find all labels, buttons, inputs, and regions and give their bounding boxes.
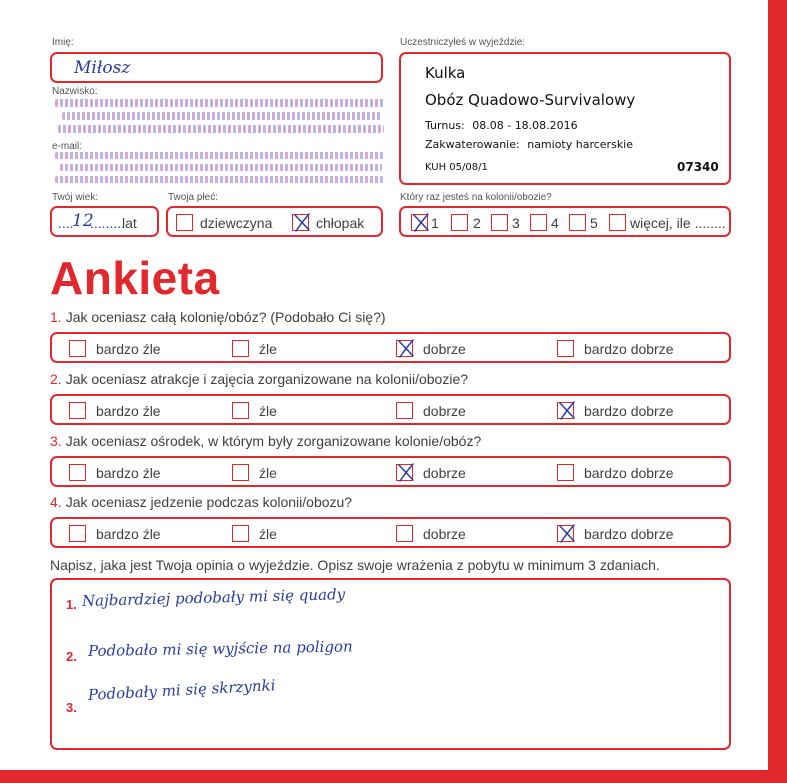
times-label: Który raz jesteś na kolonii/obozie? [400,192,552,203]
check-mark-icon [557,400,577,422]
rating-checkbox-źle[interactable] [232,402,249,419]
opinion-prompt: Napisz, jaka jest Twoja opinia o wyjeździe. Opisz swoje wrażenia z pobytu w minimum 3 zdaniach. [50,557,660,573]
rating-checkbox-bardzo-dobrze[interactable] [557,402,574,419]
accommodation-value: namioty harcerskie [527,138,634,151]
question-text: Jak oceniasz całą kolonię/obóz? (Podobało Ci się?) [65,309,386,325]
red-border-bottom [0,770,787,783]
email-redacted-2 [60,164,382,171]
rating-label: źle [259,465,277,481]
gender-option-checkbox-0[interactable] [176,214,193,231]
rating-label: bardzo dobrze [584,341,674,357]
gender-field [166,206,383,237]
check-mark-icon [396,338,416,360]
check-mark-icon [292,212,312,234]
times-option-checkbox-5[interactable] [609,214,626,231]
rating-label: bardzo źle [96,526,161,542]
question-number: 2. [50,371,62,387]
question-text: Jak oceniasz atrakcje i zajęcia zorganizowane na kolonii/obozie? [65,371,469,387]
question-number: 4. [50,494,62,510]
age-dots-after: ......... [90,215,126,231]
rating-checkbox-źle[interactable] [232,464,249,481]
rating-label: bardzo źle [96,403,161,419]
question-4-options [50,517,731,548]
age-value: 12 [72,211,94,231]
rating-checkbox-bardzo-źle[interactable] [69,402,86,419]
question-1-options [50,332,731,363]
rating-checkbox-bardzo-źle[interactable] [69,464,86,481]
rating-label: źle [259,403,277,419]
turnus-label: Turnus: [425,119,465,132]
last-name-redacted-2 [62,112,382,120]
gender-option-checkbox-1[interactable] [292,214,309,231]
rating-checkbox-źle[interactable] [232,340,249,357]
opinion-line-1: Podobało mi się wyjście na poligon [87,637,353,660]
opinion-line-0: Najbardziej podobały mi się quady [81,585,346,610]
last-name-redacted-3 [58,125,384,133]
rating-checkbox-dobrze[interactable] [396,402,413,419]
times-option-checkbox-1[interactable] [451,214,468,231]
camp-info-box [399,52,731,185]
age-field[interactable] [50,206,159,237]
rating-label: bardzo dobrze [584,526,674,542]
check-mark-icon [411,212,431,234]
opinion-line-number-1: 2. [66,649,77,664]
times-option-checkbox-3[interactable] [530,214,547,231]
accommodation-label: Zakwaterowanie: [425,138,520,151]
rating-label: źle [259,526,277,542]
gender-option-label-0: dziewczyna [200,215,273,231]
rating-label: bardzo dobrze [584,465,674,481]
times-option-label-0: 1 [431,215,439,231]
rating-checkbox-dobrze[interactable] [396,464,413,481]
turnus-value: 08.08 - 18.08.2016 [472,119,578,132]
gender-option-label-1: chłopak [316,215,365,231]
question-number: 1. [50,309,62,325]
email-label: e-mail: [52,141,83,152]
camp-title: Obóz Quadowo-Survivalowy [425,91,636,109]
rating-label: dobrze [423,465,466,481]
times-option-checkbox-4[interactable] [569,214,586,231]
rating-checkbox-bardzo-dobrze[interactable] [557,525,574,542]
gender-label: Twoja płeć: [168,192,219,203]
question-3-label [50,433,481,450]
first-name-field[interactable] [50,52,383,83]
times-field [399,206,731,237]
question-2-options [50,394,731,425]
camp-code: KUH 05/08/1 [425,162,488,173]
camp-label: Uczestniczyłeś w wyjeździe: [400,37,526,48]
question-4-label [50,494,352,511]
age-label: Twój wiek: [52,192,99,203]
rating-checkbox-źle[interactable] [232,525,249,542]
age-unit: lat [122,215,137,231]
first-name-label: Imię: [52,37,74,48]
times-option-checkbox-2[interactable] [491,214,508,231]
question-1-label [50,309,386,326]
rating-label: bardzo dobrze [584,403,674,419]
check-mark-icon [557,523,577,545]
rating-label: źle [259,341,277,357]
rating-checkbox-bardzo-źle[interactable] [69,525,86,542]
email-redacted-3 [55,176,385,183]
rating-checkbox-bardzo-źle[interactable] [69,340,86,357]
rating-checkbox-dobrze[interactable] [396,340,413,357]
rating-label: dobrze [423,526,466,542]
red-border-right [768,0,787,783]
question-text: Jak oceniasz ośrodek, w którym były zorganizowane kolonie/obóz? [65,433,482,449]
times-option-label-3: 4 [551,215,559,231]
question-number: 3. [50,433,62,449]
opinion-line-2: Podobały mi się skrzynki [87,676,276,704]
age-dots-before: .... [58,215,74,231]
last-name-redacted [55,99,385,107]
survey-title: Ankieta [50,252,220,304]
first-name-value: Miłosz [74,58,131,78]
camp-number: 07340 [677,160,719,174]
rating-checkbox-bardzo-dobrze[interactable] [557,340,574,357]
opinion-line-number-0: 1. [66,597,77,612]
rating-label: bardzo źle [96,465,161,481]
rating-label: dobrze [423,341,466,357]
rating-checkbox-bardzo-dobrze[interactable] [557,464,574,481]
times-option-label-5: więcej, ile ........ [630,215,726,231]
times-option-label-2: 3 [512,215,520,231]
camp-name: Kulka [425,64,466,82]
question-3-options [50,456,731,487]
rating-checkbox-dobrze[interactable] [396,525,413,542]
times-option-checkbox-0[interactable] [411,214,428,231]
times-option-label-1: 2 [473,215,481,231]
opinion-line-number-2: 3. [66,700,77,715]
rating-label: dobrze [423,403,466,419]
times-option-label-4: 5 [590,215,598,231]
check-mark-icon [396,462,416,484]
last-name-label: Nazwisko: [52,86,98,97]
rating-label: bardzo źle [96,341,161,357]
question-2-label [50,371,468,388]
email-redacted [55,152,385,159]
question-text: Jak oceniasz jedzenie podczas kolonii/obozu? [65,494,353,510]
opinion-textarea[interactable] [50,578,731,750]
